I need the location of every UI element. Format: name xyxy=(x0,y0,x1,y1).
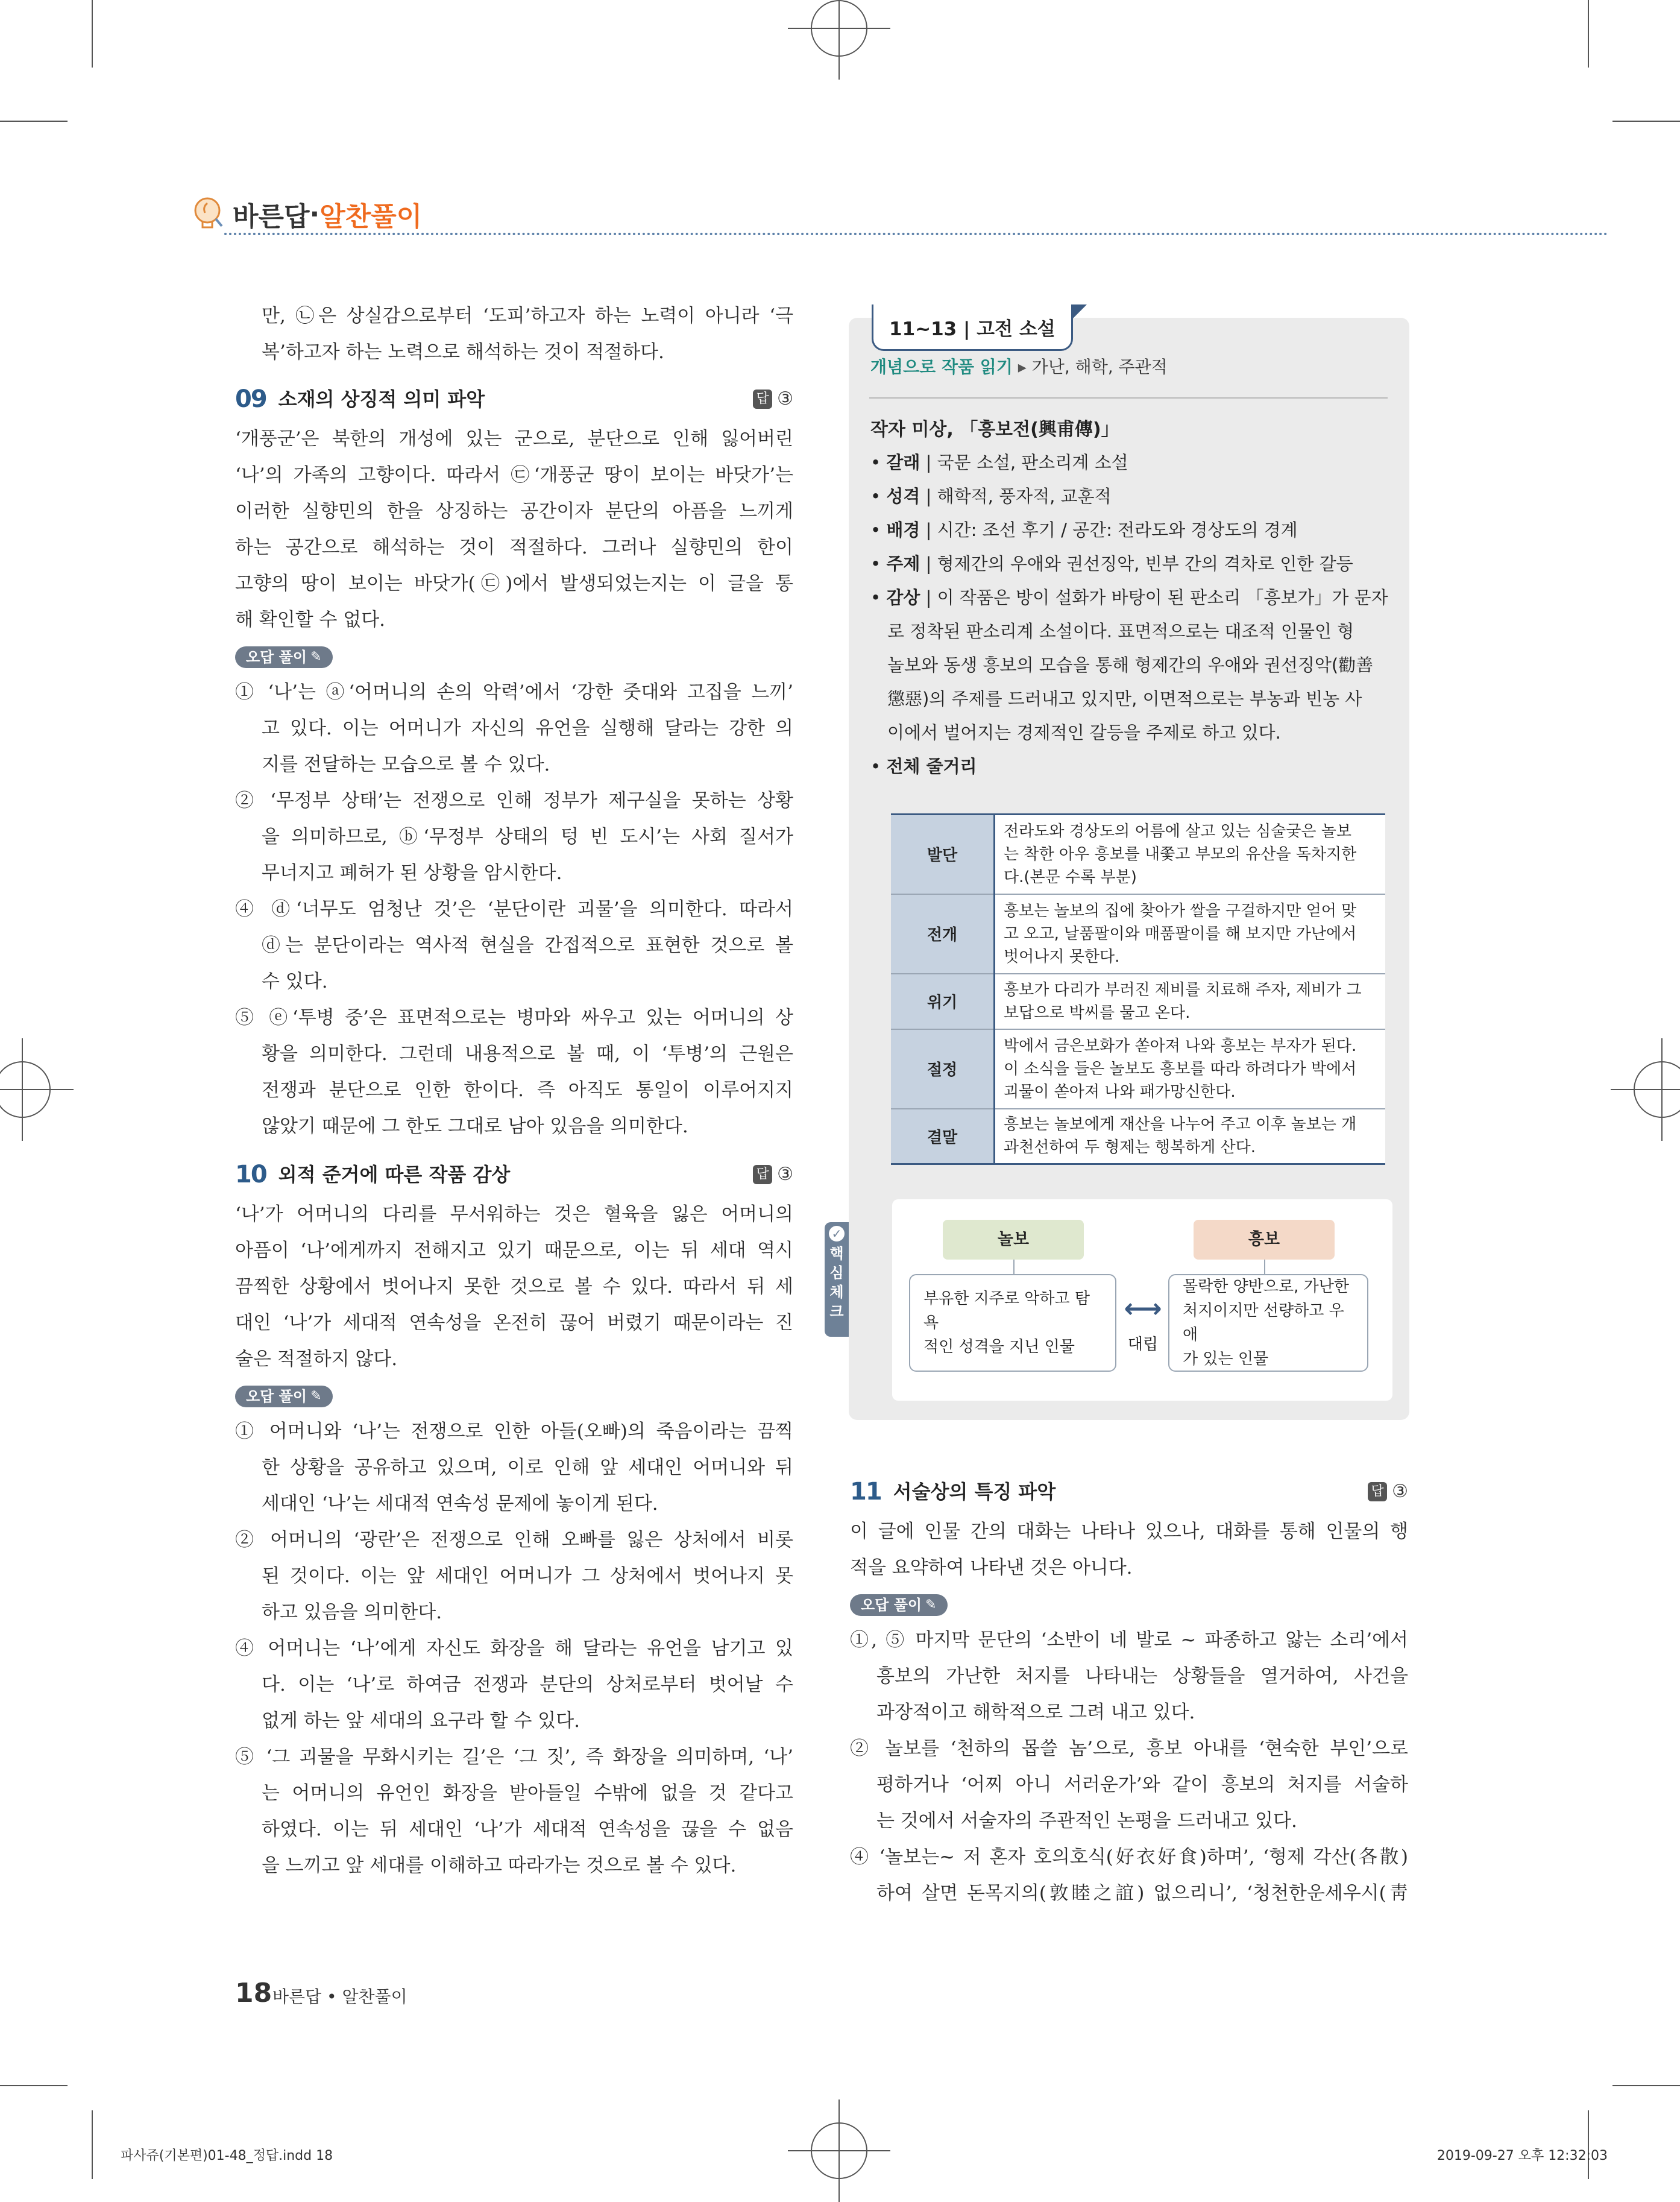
registration-mark xyxy=(1634,1061,1680,1118)
point-line: 세대인 ‘나’는 세대적 연속성 문제에 놓이게 된다. xyxy=(262,1493,658,1515)
item-key: 감상 xyxy=(886,587,920,608)
body-line: 해 확인할 수 없다. xyxy=(235,609,386,631)
plot-line: 과천선하여 두 형제는 행복하게 산다. xyxy=(1004,1138,1256,1157)
concept-item: • 전체 줄거리 xyxy=(870,756,977,777)
concept-reading-value: 가난, 해학, 주관적 xyxy=(1031,357,1168,377)
concept-box xyxy=(829,318,1409,1420)
brand-title-b: 알찬풀이 xyxy=(319,201,423,232)
key-check-char: 체 xyxy=(829,1284,844,1301)
body-line: 대인 ‘나’가 세대적 연속성을 온전히 끊어 버렸기 때문이라는 진 xyxy=(235,1312,793,1334)
plot-desc xyxy=(995,974,1386,1029)
double-arrow-icon: ⟷ xyxy=(1124,1293,1162,1324)
wrong-answer-badge xyxy=(235,1386,333,1407)
crop-mark xyxy=(1588,0,1589,68)
plot-line: 박에서 금은보화가 쏟아져 나와 흥보는 부자가 된다. xyxy=(1004,1036,1357,1055)
work-author-title: 작자 미상, 「흥보전(興甫傳)」 xyxy=(870,419,1119,440)
page-label: 바른답 • 알찬풀이 xyxy=(272,1987,407,2007)
question-10-header xyxy=(235,1153,793,1196)
point-line: 않았기 때문에 그 한도 그대로 남아 있음을 의미한다. xyxy=(262,1115,688,1137)
table-row xyxy=(891,815,1385,894)
point-line: 하고 있음을 의미한다. xyxy=(262,1601,442,1623)
check-icon: ✓ xyxy=(829,1226,845,1241)
answer-value: ③ xyxy=(1392,1481,1408,1502)
point-line: ① ‘나’는 ⓐ‘어머니의 손의 악력’에서 ‘강한 줏대와 고집을 느끼’ xyxy=(235,681,793,703)
answer xyxy=(753,381,793,417)
point-line: 한 상황을 공유하고 있으며, 이로 인해 앞 세대인 어머니와 뒤 xyxy=(262,1457,793,1478)
plot-line: 괴물이 쏟아져 나와 패가망신한다. xyxy=(1004,1082,1236,1101)
concept-item-cont: 로 정착된 판소리계 소설이다. 표면적으로는 대조적 인물인 형 xyxy=(887,621,1354,642)
item-value: 형제간의 우애와 권선징악, 빈부 간의 격차로 인한 갈등 xyxy=(937,554,1353,574)
plot-line: 이 소식을 들은 놀보도 흥보를 따라 하려다가 박에서 xyxy=(1004,1059,1357,1078)
concept-item: • 갈래 | 국문 소설, 판소리계 소설 xyxy=(870,452,1128,473)
desc-line: 몰락한 양반으로, 가난한 xyxy=(1183,1278,1349,1296)
point-line: 하였다. 이는 뒤 세대인 ‘나’가 세대적 연속성을 끊을 수 없음 xyxy=(262,1819,793,1840)
item-value: 이 작품은 방이 설화가 바탕이 된 판소리 「흥보가」가 문자 xyxy=(937,587,1388,608)
plot-desc xyxy=(995,815,1386,894)
point-line: 을 의미하므로, ⓑ‘무정부 상태의 텅 빈 도시’는 사회 질서가 xyxy=(262,826,793,848)
header-divider xyxy=(224,233,1608,235)
point-line: 고 있다. 이는 어머니가 자신의 유언을 실행해 달라는 강한 의 xyxy=(262,718,793,739)
plot-stage: 위기 xyxy=(891,974,995,1029)
table-row xyxy=(891,1109,1385,1164)
point-line: 지를 전달하는 모습으로 볼 수 있다. xyxy=(262,754,550,775)
point-line: ② ‘무정부 상태’는 전쟁으로 인해 정부가 제구실을 못하는 상황 xyxy=(235,790,793,812)
item-key: 주제 xyxy=(886,554,920,574)
plot-line: 는 착한 아우 흥보를 내쫓고 부모의 유산을 독차지한 xyxy=(1004,845,1357,863)
point-line: ⓓ는 분단이라는 역사적 현실을 간접적으로 표현한 것으로 볼 xyxy=(262,935,793,956)
registration-mark xyxy=(811,2122,867,2179)
plot-stage: 결말 xyxy=(891,1109,995,1164)
wrong-answer-badge xyxy=(850,1594,948,1616)
plot-stage: 전개 xyxy=(891,894,995,974)
answer-icon: 답 xyxy=(1368,1482,1387,1501)
plot-line: 흥보는 놀보에게 재산을 나누어 주고 이후 놀보는 개 xyxy=(1004,1115,1357,1134)
plot-line: 전라도와 경상도의 어름에 살고 있는 심술궂은 놀보 xyxy=(1004,822,1352,841)
item-value: 국문 소설, 판소리계 소설 xyxy=(937,452,1128,473)
plot-stage: 발단 xyxy=(891,815,995,894)
concept-reading-line xyxy=(870,354,1168,378)
character-desc-left xyxy=(909,1274,1116,1372)
point-line: 하여 살면 돈목지의(敦睦之誼) 없으리니’, ‘청천한운세우시(靑 xyxy=(876,1882,1408,1904)
desc-line: 가 있는 인물 xyxy=(1183,1350,1269,1368)
relation xyxy=(1118,1293,1168,1354)
body-line: 아픔이 ‘나’에게까지 전해지고 있기 때문으로, 이는 뒤 세대 역시 xyxy=(235,1240,793,1261)
pencil-icon: ✎ xyxy=(925,1597,937,1612)
point-line: 된 것이다. 이는 앞 세대인 어머니가 그 상처에서 벗어나지 못 xyxy=(262,1565,793,1587)
point-line: ⑤ ‘그 괴물을 무화시키는 길’은 ‘그 짓’, 즉 화장을 의미하며, ‘나’ xyxy=(235,1746,793,1768)
divider xyxy=(869,397,1388,399)
badge-label: 오답 풀이 xyxy=(246,1388,307,1405)
left-column xyxy=(235,298,793,1884)
answer xyxy=(753,1156,793,1193)
file-name: 파사쥬(기본편)01-48_정답.indd 18 xyxy=(121,2148,333,2163)
point-line: ⑤ ⓔ‘투병 중’은 표면적으로는 병마와 싸우고 있는 어머니의 상 xyxy=(235,1007,793,1029)
registration-mark xyxy=(811,0,867,57)
point-line: 평하거나 ‘어찌 아니 서러운가’와 같이 흥보의 처지를 서술하 xyxy=(876,1774,1408,1796)
crop-mark xyxy=(1612,2085,1680,2086)
question-number: 10 xyxy=(235,1161,266,1188)
key-check-char: 핵 xyxy=(829,1245,844,1262)
badge-label: 오답 풀이 xyxy=(861,1597,922,1614)
answer-value: ③ xyxy=(777,388,793,409)
point-line: 전쟁과 분단으로 인한 한이다. 즉 아직도 통일이 이루어지지 xyxy=(262,1079,793,1101)
answer-value: ③ xyxy=(777,1164,793,1185)
point-line: 황을 의미한다. 그런데 내용적으로 볼 때, 이 ‘투병’의 근원은 xyxy=(262,1043,793,1065)
concept-item-cont: 놀보와 동생 흥보의 모습을 통해 형제간의 우애와 권선징악(勸善 xyxy=(887,655,1374,675)
body-line: 이 글에 인물 간의 대화는 나타나 있으나, 대화를 통해 인물의 행 xyxy=(850,1521,1408,1542)
crop-mark xyxy=(1588,2110,1589,2179)
question-09-header xyxy=(235,377,793,421)
question-number: 11 xyxy=(850,1478,881,1506)
character-name-left: 놀보 xyxy=(943,1220,1084,1260)
point-line: 다. 이는 ‘나’로 하여금 전쟁과 분단의 상처로부터 벗어날 수 xyxy=(262,1674,793,1696)
registration-mark xyxy=(0,1061,51,1118)
section-tab xyxy=(872,304,1073,351)
point-line: ④ ‘놀보는~ 저 혼자 호의호식(好衣好食)하며’, ‘형제 각산(各散) xyxy=(850,1846,1408,1868)
plot-line: 고 오고, 날품팔이와 매품팔이를 해 보지만 가난에서 xyxy=(1004,924,1357,943)
triangle-right-icon: ▸ xyxy=(1018,357,1027,377)
plot-line: 흥보가 다리가 부러진 제비를 치료해 주자, 제비가 그 xyxy=(1004,980,1362,999)
point-line: 흥보의 가난한 처지를 나타내는 상황들을 열거하여, 사건을 xyxy=(876,1665,1408,1687)
body-line: 하는 공간으로 해석하는 것이 적절하다. 그러나 실향민의 한이 xyxy=(235,537,793,558)
body-line: 술은 적절하지 않다. xyxy=(235,1348,398,1370)
point-line: 는 어머니의 유언인 화장을 받아들일 수밖에 없을 것 같다고 xyxy=(262,1782,793,1804)
concept-item-cont: 懲惡)의 주제를 드러내고 있지만, 이면적으로는 부농과 빈농 사 xyxy=(887,689,1362,709)
plot-desc xyxy=(995,894,1386,974)
point-line: ② 어머니의 ‘광란’은 전쟁으로 인해 오빠를 잃은 상처에서 비롯 xyxy=(235,1529,793,1551)
answer xyxy=(1368,1474,1408,1510)
brand-title-a: 바른답 xyxy=(233,201,310,232)
crop-mark xyxy=(0,121,68,122)
key-check-char: 크 xyxy=(829,1303,844,1320)
point-line: ① 어머니와 ‘나’는 전쟁으로 인한 아들(오빠)의 죽음이라는 끔찍 xyxy=(235,1421,793,1442)
plot-line: 다.(본문 수록 부분) xyxy=(1004,868,1137,886)
crop-mark xyxy=(1612,121,1680,122)
question-11-header xyxy=(850,1470,1408,1513)
item-key: 배경 xyxy=(886,520,920,540)
plot-line: 벗어나지 못한다. xyxy=(1004,947,1120,966)
concept-item: • 주제 | 형제간의 우애와 권선징악, 빈부 간의 격차로 인한 갈등 xyxy=(870,554,1353,574)
desc-line: 처지이지만 선량하고 우애 xyxy=(1183,1302,1344,1344)
desc-line: 적인 성격을 지닌 인물 xyxy=(923,1338,1075,1356)
page-number: 18 xyxy=(235,1978,272,2008)
print-timestamp: 2019-09-27 오후 12:32:03 xyxy=(1436,2148,1608,2163)
body-line: ‘개풍군’은 북한의 개성에 있는 군으로, 분단으로 인해 잃어버린 xyxy=(235,428,793,450)
body-line: 적을 요약하여 나타낸 것은 아니다. xyxy=(850,1557,1133,1579)
plot-desc xyxy=(995,1109,1386,1164)
table-row xyxy=(891,1029,1385,1109)
pencil-icon: ✎ xyxy=(310,649,322,664)
point-line: ①, ⑤ 마지막 문단의 ‘소반이 네 발로 ~ 파종하고 앓는 소리’에서 xyxy=(850,1629,1408,1651)
answer-icon: 답 xyxy=(753,390,772,409)
right-column xyxy=(850,1470,1408,1911)
concept-item-cont: 이에서 벌어지는 경제적인 갈등을 주제로 하고 있다. xyxy=(887,722,1281,743)
key-check-tab xyxy=(825,1222,849,1337)
body-line: 고향의 땅이 보이는 바닷가(㉢)에서 발생되었는지는 이 글을 통 xyxy=(235,573,793,595)
point-line: ④ 어머니는 ‘나’에게 자신도 화장을 해 달라는 유언을 남기고 있 xyxy=(235,1638,793,1659)
plot-desc xyxy=(995,1029,1386,1109)
crop-mark xyxy=(92,2110,93,2179)
concept-item: • 성격 | 해학적, 풍자적, 교훈적 xyxy=(870,486,1112,506)
question-number: 09 xyxy=(235,385,266,413)
plot-stage: 절정 xyxy=(891,1029,995,1109)
plot-line: 보답으로 박씨를 물고 온다. xyxy=(1004,1003,1191,1022)
item-value: 시간: 조선 후기 / 공간: 전라도와 경상도의 경계 xyxy=(937,520,1298,540)
point-line: 없게 하는 앞 세대의 요구라 할 수 있다. xyxy=(262,1710,580,1732)
body-line: ‘나’가 어머니의 다리를 무서워하는 것은 혈육을 잃은 어머니의 xyxy=(235,1204,793,1225)
character-desc-right xyxy=(1168,1274,1368,1372)
section-tab-label: 11~13 | 고전 소설 xyxy=(889,318,1056,340)
page-header-brand xyxy=(192,193,422,235)
point-line: 과장적이고 해학적으로 그려 내고 있다. xyxy=(876,1702,1195,1723)
point-line: 을 느끼고 앞 세대를 이해하고 따라가는 것으로 볼 수 있다. xyxy=(262,1855,737,1876)
point-line: 수 있다. xyxy=(262,971,328,992)
concept-items xyxy=(870,446,1392,783)
lightbulb-icon xyxy=(192,195,225,233)
answer-icon: 답 xyxy=(753,1165,772,1184)
body-line: 이러한 실향민의 한을 상징하는 공간이자 분단의 아픔을 느끼게 xyxy=(235,500,793,522)
plot-line: 흥보는 놀보의 집에 찾아가 쌀을 구걸하지만 얻어 맞 xyxy=(1004,901,1357,920)
point-line: 무너지고 폐허가 된 상황을 암시한다. xyxy=(262,862,562,884)
question-title: 서술상의 특징 파악 xyxy=(893,1480,1056,1503)
desc-line: 부유한 지주로 악하고 탐욕 xyxy=(923,1290,1090,1332)
concept-item: • 감상 | 이 작품은 방이 설화가 바탕이 된 판소리 「흥보가」가 문자 xyxy=(870,587,1388,608)
question-title: 소재의 상징적 의미 파악 xyxy=(278,388,485,411)
character-name-right: 흥보 xyxy=(1194,1220,1335,1260)
question-title: 외적 준거에 따른 작품 감상 xyxy=(278,1163,511,1186)
wrong-answer-badge xyxy=(235,646,333,668)
item-key: 성격 xyxy=(886,486,920,506)
table-row xyxy=(891,974,1385,1029)
body-line: ‘나’의 가족의 고향이다. 따라서 ㉢‘개풍군 땅이 보이는 바닷가’는 xyxy=(235,464,793,486)
point-line: ④ ⓓ‘너무도 엄청난 것’은 ‘분단이란 괴물’을 의미한다. 따라서 xyxy=(235,898,793,920)
crop-mark xyxy=(92,0,93,68)
badge-label: 오답 풀이 xyxy=(246,649,307,666)
plot-table xyxy=(891,813,1385,1165)
item-key: 전체 줄거리 xyxy=(886,756,977,777)
intro-line: 만, ㉡은 상실감으로부터 ‘도피’하고자 하는 노력이 아니라 ‘극 xyxy=(262,305,793,327)
concept-item: • 배경 | 시간: 조선 후기 / 공간: 전라도와 경상도의 경계 xyxy=(870,520,1298,540)
crop-mark xyxy=(0,2085,68,2086)
item-value: 해학적, 풍자적, 교훈적 xyxy=(937,486,1112,506)
tab-flag-icon xyxy=(1072,304,1087,319)
point-line: ② 놀보를 ‘천하의 몹쓸 놈’으로, 흥보 아내를 ‘현숙한 부인’으로 xyxy=(850,1738,1408,1759)
brand-dot: · xyxy=(309,198,320,230)
table-row xyxy=(891,894,1385,974)
pencil-icon: ✎ xyxy=(310,1389,322,1404)
intro-line: 복’하고자 하는 노력으로 해석하는 것이 적절하다. xyxy=(262,341,664,363)
point-line: 는 것에서 서술자의 주관적인 논평을 드러내고 있다. xyxy=(876,1810,1297,1832)
relation-label: 대립 xyxy=(1127,1336,1159,1354)
body-line: 끔찍한 상황에서 벗어나지 못한 것으로 볼 수 있다. 따라서 뒤 세 xyxy=(235,1276,793,1298)
key-check-char: 심 xyxy=(829,1264,844,1281)
item-key: 갈래 xyxy=(886,452,920,473)
concept-reading-label: 개념으로 작품 읽기 xyxy=(870,357,1013,377)
